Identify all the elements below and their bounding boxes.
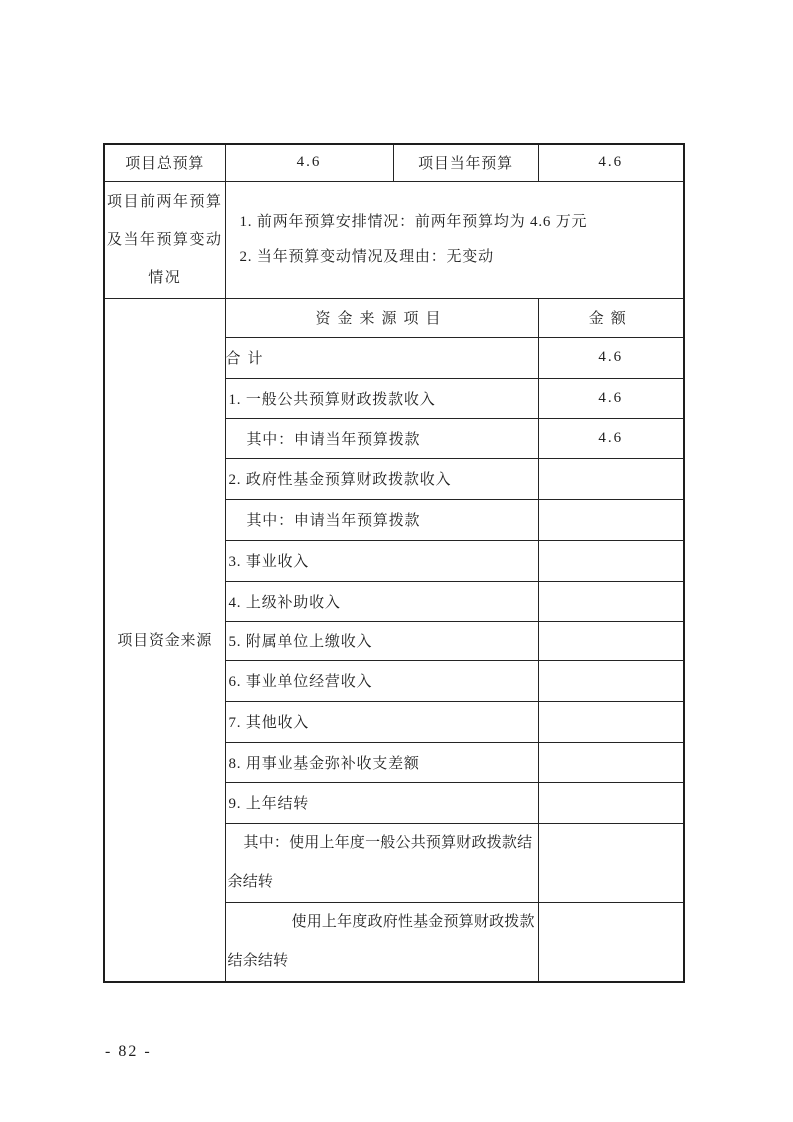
footer-page-number: - 82 - — [105, 1043, 152, 1060]
funding-item-cell: 8. 用事业基金弥补收支差额 — [225, 742, 538, 782]
funding-item-cell: 其中：使用上年度一般公共预算财政拨款结余结转 — [225, 823, 538, 902]
funding-amount-cell: 4.6 — [538, 378, 684, 418]
project-budget-table — [103, 143, 685, 983]
funding-item-cell: 合计 — [225, 337, 538, 378]
budget-change-line1: 1. 前两年预算安排情况：前两年预算均为 4.6 万元 — [239, 214, 588, 230]
funding-item-cell: 5. 附属单位上缴收入 — [225, 621, 538, 660]
funding-item-cell: 6. 事业单位经营收入 — [225, 660, 538, 701]
funding-header-amount: 金额 — [538, 298, 684, 337]
funding-item-cell: 4. 上级补助收入 — [225, 581, 538, 621]
funding-amount-cell — [538, 701, 684, 742]
funding-amount-cell — [538, 902, 684, 982]
funding-amount-cell: 4.6 — [538, 337, 684, 378]
funding-section-label: 项目资金来源 — [117, 633, 213, 649]
funding-amount-cell — [538, 458, 684, 499]
funding-amount-cell — [538, 499, 684, 540]
budget-change-line2: 2. 当年预算变动情况及理由：无变动 — [239, 249, 494, 265]
funding-amount-cell — [538, 823, 684, 902]
total-budget-value: 4.6 — [225, 144, 393, 181]
funding-header-item: 资金来源项目 — [225, 298, 538, 337]
funding-item-cell: 使用上年度政府性基金预算财政拨款结余结转 — [225, 902, 538, 982]
total-budget-label: 项目总预算 — [104, 144, 225, 181]
funding-amount-cell — [538, 581, 684, 621]
budget-change-content — [225, 181, 684, 298]
funding-item-cell: 3. 事业收入 — [225, 540, 538, 581]
current-year-budget-value: 4.6 — [538, 144, 684, 181]
funding-header-row — [104, 298, 684, 337]
summary-row — [104, 144, 684, 181]
current-year-budget-label: 项目当年预算 — [393, 144, 538, 181]
budget-change-row — [104, 181, 684, 298]
funding-item-cell: 2. 政府性基金预算财政拨款收入 — [225, 458, 538, 499]
budget-change-label-text: 项目前两年预算及当年预算变动情况 — [106, 193, 223, 286]
funding-item-cell: 1. 一般公共预算财政拨款收入 — [225, 378, 538, 418]
funding-amount-cell — [538, 621, 684, 660]
funding-amount-cell — [538, 540, 684, 581]
funding-item-cell: 其中：申请当年预算拨款 — [225, 418, 538, 458]
funding-amount-cell: 4.6 — [538, 418, 684, 458]
budget-change-label — [104, 181, 225, 298]
funding-amount-cell — [538, 660, 684, 701]
funding-item-cell: 7. 其他收入 — [225, 701, 538, 742]
funding-item-cell: 其中：申请当年预算拨款 — [225, 499, 538, 540]
funding-amount-cell — [538, 782, 684, 823]
funding-amount-cell — [538, 742, 684, 782]
funding-section-label-cell — [104, 298, 225, 982]
funding-item-cell: 9. 上年结转 — [225, 782, 538, 823]
